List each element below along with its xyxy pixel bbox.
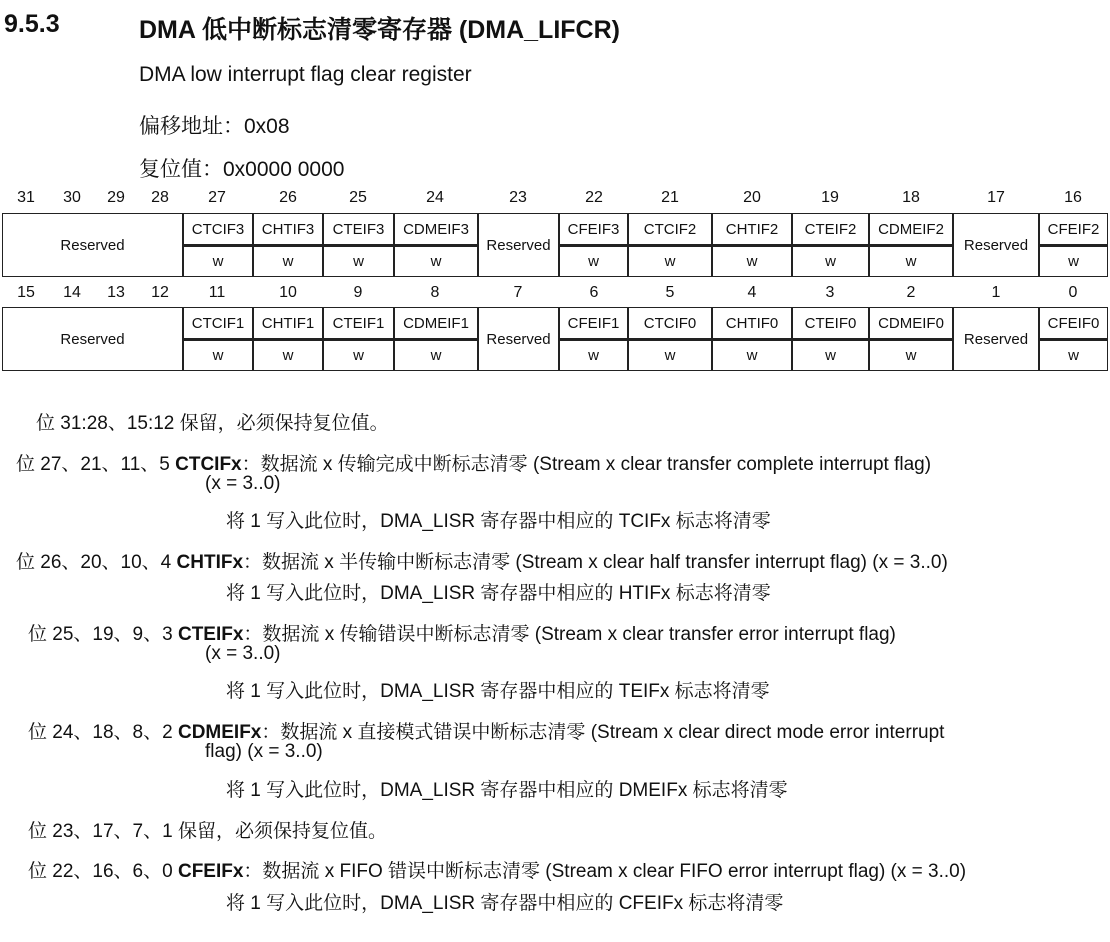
reserved-cell: Reserved (478, 307, 559, 371)
bit-number: 1 (991, 284, 1001, 301)
bit-number: 7 (513, 284, 523, 301)
bit-number: 15 (17, 284, 35, 301)
field-cteif0: CTEIF0 (792, 307, 869, 339)
access-cdmeif3: w (394, 245, 478, 277)
field-chtif1: CHTIF1 (253, 307, 323, 339)
access-ctcif1: w (183, 339, 253, 371)
bit-number: 22 (585, 189, 603, 206)
field-cdmeif3: CDMEIF3 (394, 213, 478, 245)
section-number: 9.5.3 (4, 10, 60, 38)
bit-range: 位 24、18、8、2 (28, 722, 173, 743)
bit-number: 12 (151, 284, 169, 301)
description-note: 将 1 写入此位时，DMA_LISR 寄存器中相应的 DMEIFx 标志将清零 (226, 780, 788, 801)
description-text: ：数据流 x 传输完成中断标志清零 (Stream x clear transfer complete interrupt flag) (241, 454, 932, 475)
access-cdmeif2: w (869, 245, 953, 277)
access-cfeif3: w (559, 245, 628, 277)
field-cteif2: CTEIF2 (792, 213, 869, 245)
field-cfeif0: CFEIF0 (1039, 307, 1108, 339)
field-ctcif2: CTCIF2 (628, 213, 712, 245)
description-continuation: (x = 3..0) (205, 643, 281, 664)
bit-number: 18 (902, 189, 920, 206)
bit-number: 21 (661, 189, 679, 206)
field-cfeif2: CFEIF2 (1039, 213, 1108, 245)
bit-number: 30 (63, 189, 81, 206)
bit-description-cfeifx (28, 856, 966, 883)
reserved-cell: Reserved (478, 213, 559, 277)
bit-number: 9 (353, 284, 363, 301)
field-cdmeif2: CDMEIF2 (869, 213, 953, 245)
reserved-cell: Reserved (2, 307, 183, 371)
field-cdmeif1: CDMEIF1 (394, 307, 478, 339)
access-chtif2: w (712, 245, 792, 277)
field-chtif2: CHTIF2 (712, 213, 792, 245)
bit-description-reserved-lower (28, 816, 387, 843)
field-chtif3: CHTIF3 (253, 213, 323, 245)
field-name: CDMEIFx (177, 722, 262, 743)
bit-number: 0 (1068, 284, 1078, 301)
bit-numbers-upper (0, 189, 1110, 211)
field-cteif3: CTEIF3 (323, 213, 394, 245)
bit-range: 位 23、17、7、1 (28, 821, 173, 842)
bit-number: 17 (987, 189, 1005, 206)
description-text: ：数据流 x 直接模式错误中断标志清零 (Stream x clear direct mode error interrupt (261, 722, 945, 743)
field-ctcif3: CTCIF3 (183, 213, 253, 245)
description-note: 将 1 写入此位时，DMA_LISR 寄存器中相应的 TCIFx 标志将清零 (226, 511, 771, 532)
bit-number: 29 (107, 189, 125, 206)
description-text: ：数据流 x FIFO 错误中断标志清零 (Stream x clear FIFO error interrupt flag) (x = 3..0) (243, 861, 967, 882)
bit-description-cteifx (28, 619, 896, 646)
bit-number: 2 (906, 284, 916, 301)
bit-number: 24 (426, 189, 444, 206)
reserved-cell: Reserved (953, 307, 1039, 371)
field-name: CTEIFx (177, 624, 244, 645)
access-cteif0: w (792, 339, 869, 371)
register-english-name: DMA low interrupt flag clear register (139, 63, 472, 86)
bit-range: 位 31:28、15:12 (36, 413, 175, 434)
bit-number: 23 (509, 189, 527, 206)
description-text: ：数据流 x 半传输中断标志清零 (Stream x clear half transfer interrupt flag) (x = 3..0) (243, 552, 948, 573)
bit-range: 位 26、20、10、4 (16, 552, 172, 573)
description-note: 将 1 写入此位时，DMA_LISR 寄存器中相应的 CFEIFx 标志将清零 (226, 893, 784, 914)
field-cdmeif0: CDMEIF0 (869, 307, 953, 339)
bit-numbers-lower (0, 284, 1110, 306)
description-continuation: (x = 3..0) (205, 473, 281, 494)
bit-description-reserved-upper (36, 408, 389, 435)
bit-number: 14 (63, 284, 81, 301)
bit-number: 8 (430, 284, 440, 301)
register-row-upper (0, 213, 1110, 277)
description-text: 保留，必须保持复位值。 (177, 821, 387, 842)
bit-number: 6 (589, 284, 599, 301)
bit-number: 16 (1064, 189, 1082, 206)
access-cfeif2: w (1039, 245, 1108, 277)
bit-number: 11 (208, 284, 226, 301)
access-cdmeif0: w (869, 339, 953, 371)
bit-number: 31 (17, 189, 35, 206)
description-continuation: flag) (x = 3..0) (205, 741, 323, 762)
access-cteif1: w (323, 339, 394, 371)
reserved-cell: Reserved (953, 213, 1039, 277)
bit-number: 20 (743, 189, 761, 206)
bit-range: 位 25、19、9、3 (28, 624, 173, 645)
access-ctcif3: w (183, 245, 253, 277)
description-note: 将 1 写入此位时，DMA_LISR 寄存器中相应的 HTIFx 标志将清零 (226, 583, 771, 604)
bit-description-chtifx (16, 547, 948, 574)
access-chtif1: w (253, 339, 323, 371)
access-cfeif1: w (559, 339, 628, 371)
offset-address: 偏移地址：0x08 (139, 115, 290, 138)
bit-number: 25 (349, 189, 367, 206)
description-text: ：数据流 x 传输错误中断标志清零 (Stream x clear transfer error interrupt flag) (243, 624, 896, 645)
bit-description-cdmeifx (28, 717, 944, 744)
access-cdmeif1: w (394, 339, 478, 371)
bit-number: 19 (821, 189, 839, 206)
description-note: 将 1 写入此位时，DMA_LISR 寄存器中相应的 TEIFx 标志将清零 (226, 681, 770, 702)
field-name: CHTIFx (176, 552, 244, 573)
bit-number: 27 (208, 189, 226, 206)
field-chtif0: CHTIF0 (712, 307, 792, 339)
bit-number: 26 (279, 189, 297, 206)
access-chtif0: w (712, 339, 792, 371)
bit-number: 3 (825, 284, 835, 301)
field-name: CTCIFx (175, 454, 242, 475)
bit-number: 5 (665, 284, 675, 301)
register-row-lower (0, 307, 1110, 371)
bit-number: 28 (151, 189, 169, 206)
bit-number: 4 (747, 284, 757, 301)
description-text: 保留，必须保持复位值。 (179, 413, 389, 434)
field-ctcif0: CTCIF0 (628, 307, 712, 339)
access-chtif3: w (253, 245, 323, 277)
reserved-cell: Reserved (2, 213, 183, 277)
field-ctcif1: CTCIF1 (183, 307, 253, 339)
field-cteif1: CTEIF1 (323, 307, 394, 339)
reset-value: 复位值：0x0000 0000 (139, 158, 345, 181)
access-cfeif0: w (1039, 339, 1108, 371)
field-cfeif1: CFEIF1 (559, 307, 628, 339)
field-cfeif3: CFEIF3 (559, 213, 628, 245)
access-ctcif0: w (628, 339, 712, 371)
bit-number: 10 (279, 284, 297, 301)
bit-number: 13 (107, 284, 125, 301)
access-cteif2: w (792, 245, 869, 277)
access-ctcif2: w (628, 245, 712, 277)
access-cteif3: w (323, 245, 394, 277)
field-name: CFEIFx (177, 861, 244, 882)
section-title: DMA 低中断标志清零寄存器 (DMA_LIFCR) (139, 16, 620, 44)
bit-range: 位 27、21、11、5 (16, 454, 170, 475)
bit-range: 位 22、16、6、0 (28, 861, 173, 882)
bit-description-ctcifx (16, 449, 931, 476)
